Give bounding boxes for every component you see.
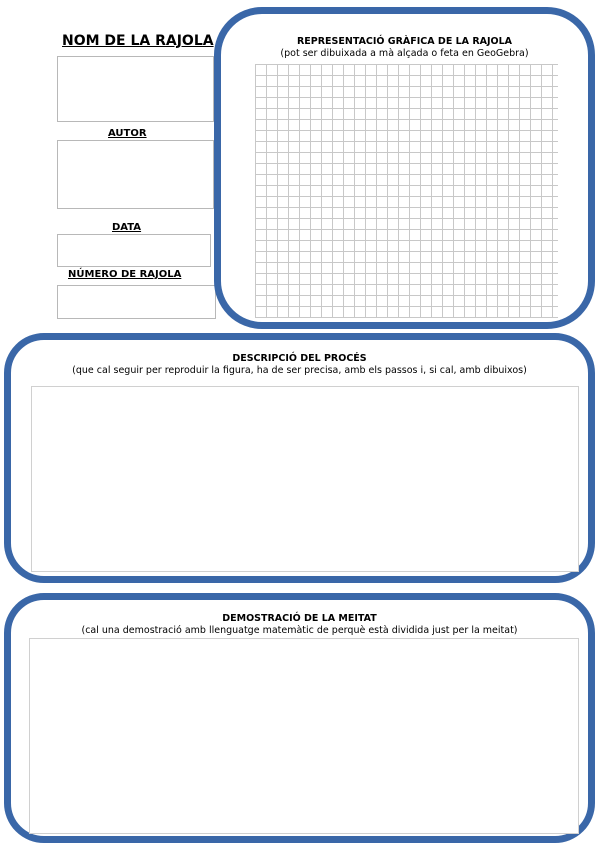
process-panel-subtitle: (que cal seguir per reproduir la figura, ha de ser precisa, amb els passos i, si cal, amb dibuixos) — [72, 365, 527, 376]
proof-panel-subtitle: (cal una demostració amb llenguatge matemàtic de perquè està dividida just per la meitat) — [81, 625, 518, 636]
proof-panel-title: DEMOSTRACIÓ DE LA MEITAT — [222, 613, 377, 624]
proof-panel-heading — [11, 613, 588, 637]
tile-name-label: NOM DE LA RAJOLA — [62, 33, 214, 49]
tile-number-field[interactable] — [57, 285, 216, 319]
tile-name-field[interactable] — [57, 56, 214, 122]
graphic-panel-subtitle: (pot ser dibuixada a mà alçada o feta en GeoGebra) — [280, 48, 529, 59]
process-writing-area[interactable] — [31, 386, 579, 572]
process-panel-title: DESCRIPCIÓ DEL PROCÉS — [232, 353, 367, 364]
graphic-panel-heading — [221, 36, 588, 60]
author-label: AUTOR — [108, 128, 147, 139]
proof-panel — [4, 593, 595, 843]
date-label: DATA — [112, 222, 142, 233]
proof-writing-area[interactable] — [29, 638, 579, 834]
tile-number-label: NÚMERO DE RAJOLA — [68, 269, 182, 280]
process-panel — [4, 333, 595, 583]
graphic-panel-title: REPRESENTACIÓ GRÀFICA DE LA RAJOLA — [296, 36, 513, 47]
graphic-panel — [214, 7, 595, 329]
author-field[interactable] — [57, 140, 214, 209]
process-panel-heading — [11, 353, 588, 377]
date-field[interactable] — [57, 234, 211, 267]
drawing-grid[interactable] — [255, 64, 558, 318]
